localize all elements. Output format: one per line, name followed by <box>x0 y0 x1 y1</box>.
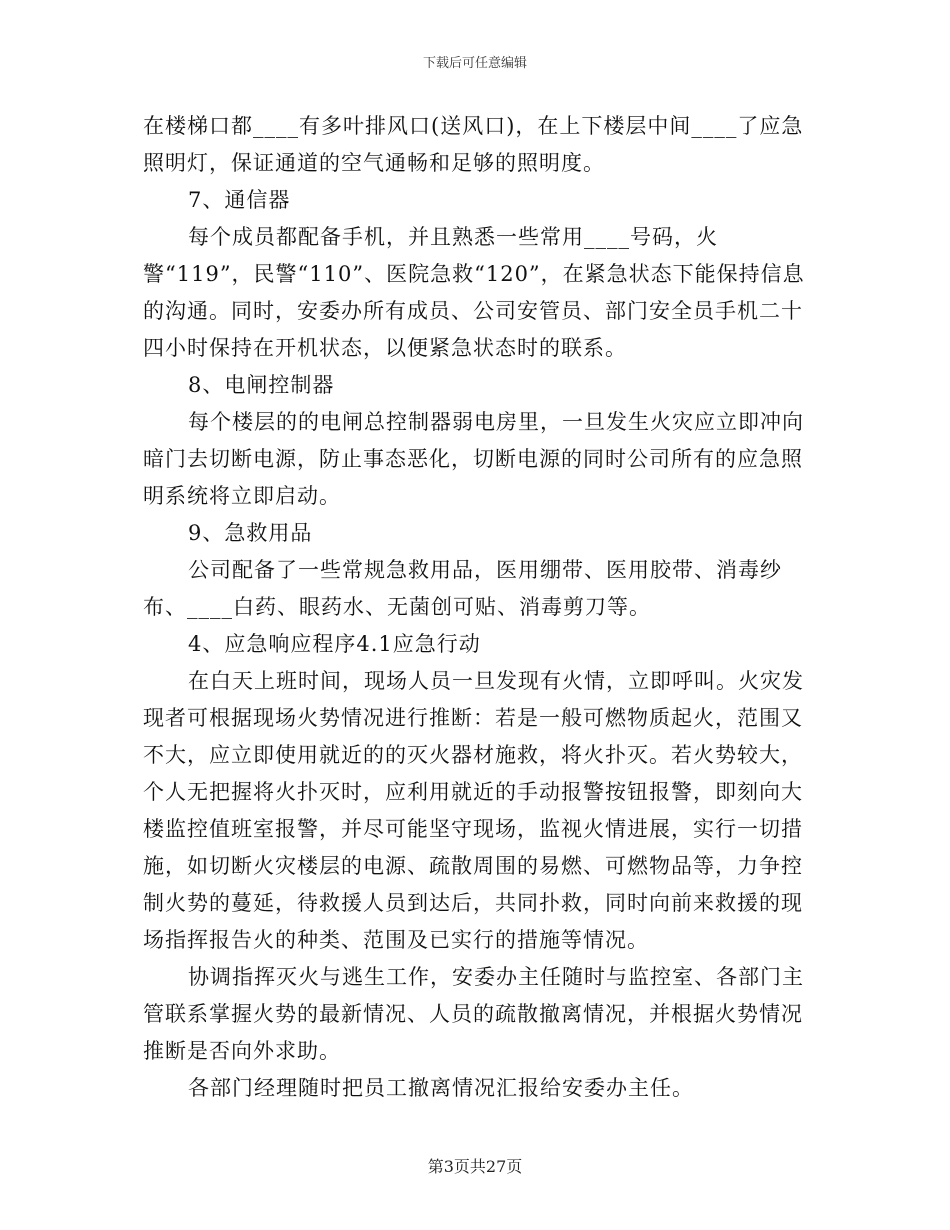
section-heading-communication: 7、通信器 <box>188 188 291 212</box>
section-heading-first-aid: 9、急救用品 <box>188 521 313 545</box>
paragraph-first-aid: 公司配备了一些常规急救用品，医用绷带、医用胶带、消毒纱布、____白药、眼药水、无菌创可贴、消毒剪刀等。 <box>143 558 782 619</box>
paragraph-communication: 每个成员都配备手机，并且熟悉一些常用____号码，火警“119”，民警“110”、医院急救“120”，在紧急状态下能保持信息的沟通。同时，安委办所有成员、公司安管员、部门安全员手机二十四小时保持在开机状态，以便紧急状态时的联系。 <box>143 225 805 360</box>
page-number: 第3页共27页 <box>427 1157 523 1176</box>
paragraph-emergency-action: 在白天上班时间，现场人员一旦发现有火情，立即呼叫。火灾发现者可根据现场火势情况进行推断：若是一般可燃物质起火，范围又不大，应立即使用就近的的灭火器材施救，将火扑灭。若火势较大，个人无把握将火扑灭时，应利用就近的手动报警按钮报警，即刻向大楼监控值班室报警，并尽可能坚守现场，监视火情进展，实行一切措施，如切断火灾楼层的电源、疏散周围的易燃、可燃物品等，力争控制火势的蔓延，待救援人员到达后，共同扑救，同时向前来救援的现场指挥报告火的种类、范围及已实行的措施等情况。 <box>143 669 804 952</box>
paragraph-coordination: 协调指挥灭火与逃生工作，安委办主任随时与监控室、各部门主管联系掌握火势的最新情况、人员的疏散撤离情况，并根据火势情况推断是否向外求助。 <box>143 965 804 1063</box>
page-header: 下载后可任意编辑 <box>422 56 527 71</box>
section-heading-breaker: 8、电闸控制器 <box>188 373 335 397</box>
paragraph-breaker: 每个楼层的的电闸总控制器弱电房里，一旦发生火灾应立即冲向暗门去切断电源，防止事态恶化，切断电源的同时公司所有的应急照明系统将立即启动。 <box>143 410 804 508</box>
paragraph-stairwell-ventilation: 在楼梯口都____有多叶排风口(送风口)，在上下楼层中间____了应急照明灯，保证通道的空气通畅和足够的照明度。 <box>143 114 804 175</box>
paragraph-evacuation-report: 各部门经理随时把员工撤离情况汇报给安委办主任。 <box>188 1076 694 1100</box>
section-heading-emergency-response: 4、应急响应程序4.1应急行动 <box>188 632 481 656</box>
document-body <box>143 108 813 1107</box>
